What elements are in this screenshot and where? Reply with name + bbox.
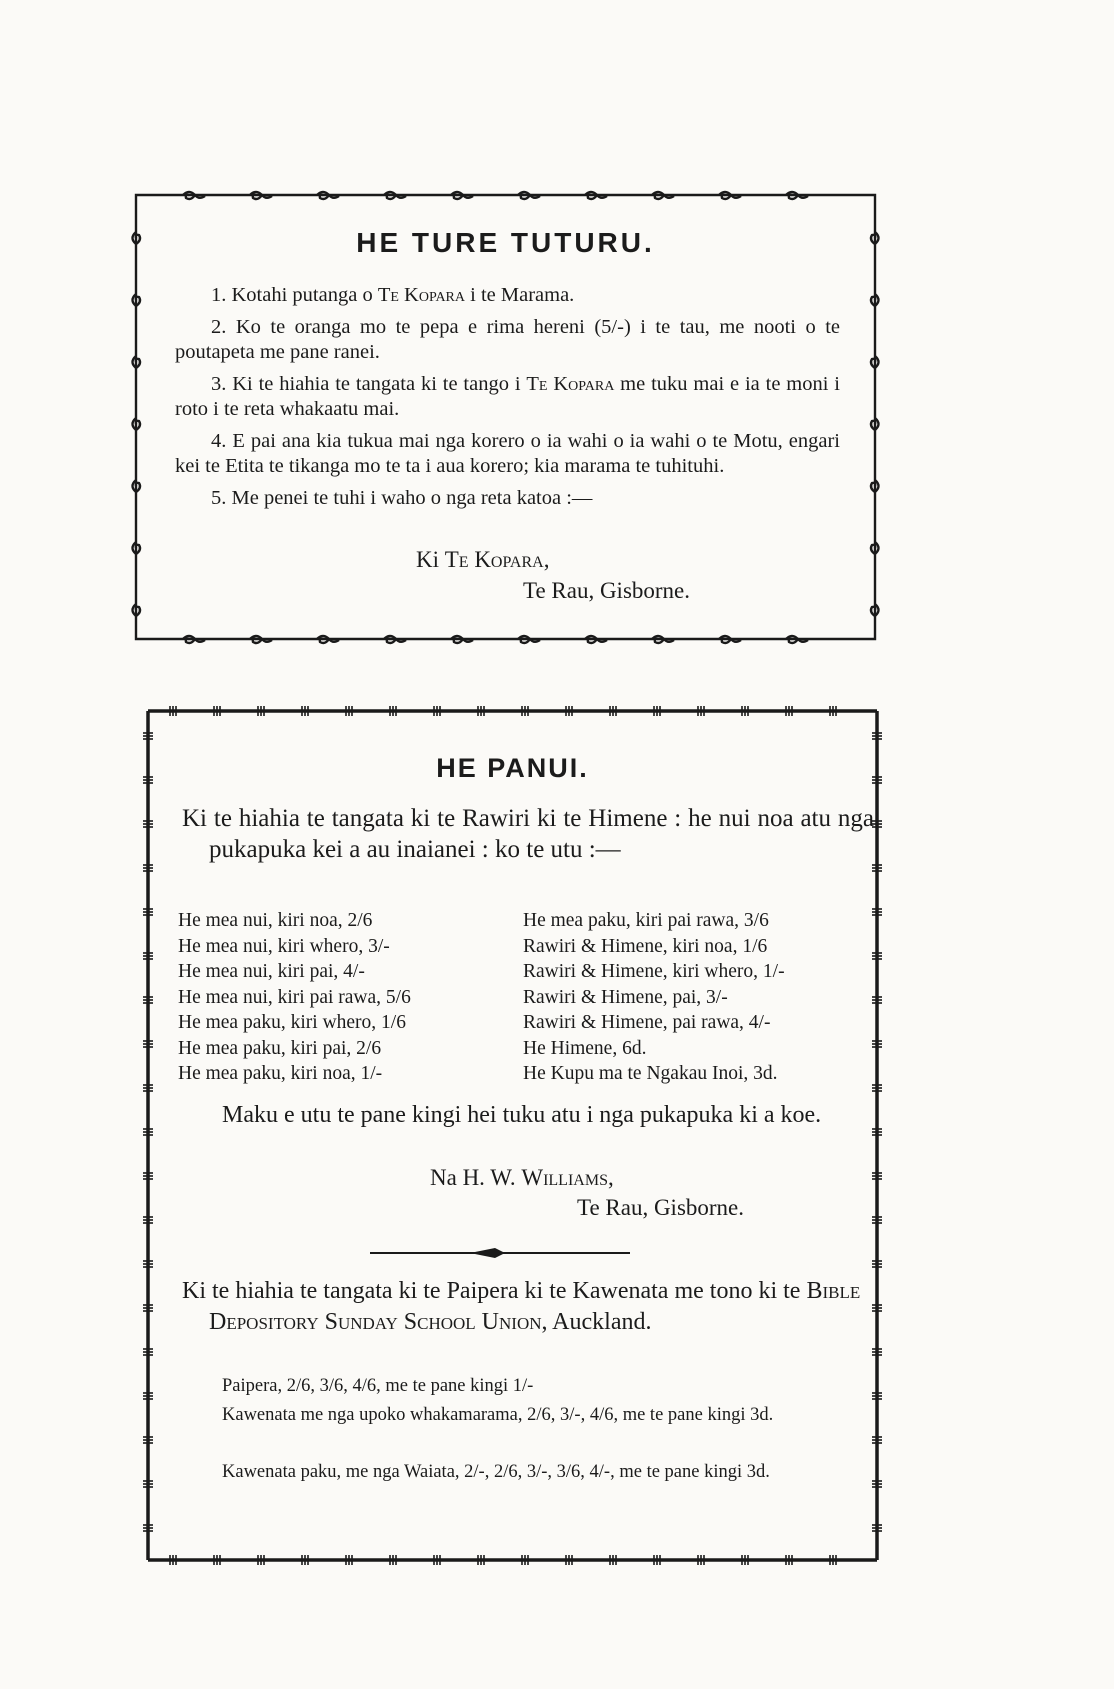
rule-5: 5. Me penei te tuhi i waho o nga reta katoa :—: [211, 487, 593, 509]
rules-notice-box: [128, 187, 883, 647]
price-item: He mea paku, kiri whero, 1/6: [178, 1012, 406, 1033]
price-list-left: [178, 908, 411, 1087]
rule-3: 3. Ki te hiahia te tangata ki te tango i Te Kopara me tuku mai e ia te moni i roto i te reta whakaatu mai.: [175, 373, 840, 420]
price-item: He mea paku, kiri noa, 1/-: [178, 1063, 383, 1084]
price-item: Rawiri & Himene, pai rawa, 4/-: [523, 1012, 771, 1033]
panui-intro: Ki te hiahia te tangata ki te Rawiri ki te Himene : he nui noa atu nga pukapuka kei a au inaianei : ko te utu :—: [182, 805, 874, 863]
rule-number: 4.: [211, 430, 227, 452]
price-item: He mea paku, kiri pai rawa, 3/6: [523, 910, 769, 931]
postage-note: Maku e utu te pane kingi hei tuku atu i nga pukapuka ki a koe.: [222, 1102, 822, 1128]
panui-title: HE PANUI.: [436, 753, 589, 783]
price-item: He Himene, 6d.: [523, 1037, 647, 1059]
price-item: He mea paku, kiri pai, 2/6: [178, 1037, 382, 1059]
price-item: Rawiri & Himene, kiri noa, 1/6: [523, 935, 768, 957]
price-item: Rawiri & Himene, kiri whero, 1/-: [523, 961, 785, 982]
price-item: He mea nui, kiri whero, 3/-: [178, 935, 390, 957]
rule-4: 4. E pai ana kia tukua mai nga korero o ia wahi o ia wahi o te Motu, engari kei te Etita te tikanga mo te ta i aua korero; kia marama te tuhituhi.: [175, 430, 841, 477]
address-line-1: Ki Te Kopara,: [416, 547, 550, 572]
price-list-right: [523, 908, 785, 1087]
bible-intro: Ki te hiahia te tangata ki te Paipera ki te Kawenata me tono ki te Bible Depository Sunday School Union, Auckland.: [182, 1278, 861, 1335]
panui-box: [140, 703, 885, 1568]
signature-name: Na H. W. Williams,: [430, 1165, 614, 1190]
bible-price-2: Kawenata me nga upoko whakamarama, 2/6, 3/-, 4/6, me te pane kingi 3d.: [222, 1405, 774, 1425]
rule-number: 5.: [211, 487, 227, 509]
bible-price-1: Paipera, 2/6, 3/6, 4/6, me te pane kingi 1/-: [222, 1376, 534, 1396]
bible-price-3: Kawenata paku, me nga Waiata, 2/-, 2/6, 3/-, 3/6, 4/-, me te pane kingi 3d.: [222, 1462, 770, 1482]
price-item: He mea nui, kiri pai, 4/-: [178, 961, 365, 982]
rules-list: [175, 283, 840, 518]
notice-title: HE TURE TUTURU.: [356, 227, 655, 258]
rule-number: 3.: [211, 373, 227, 395]
price-item: He mea nui, kiri noa, 2/6: [178, 910, 373, 931]
price-item: He Kupu ma te Ngakau Inoi, 3d.: [523, 1063, 778, 1084]
signature-place: Te Rau, Gisborne.: [577, 1195, 745, 1220]
address-line-2: Te Rau, Gisborne.: [523, 578, 691, 603]
rule-number: 2.: [211, 316, 227, 338]
rule-2: 2. Ko te oranga mo te pepa e rima hereni (5/-) i te tau, me nooti o te poutapeta me pane ranei.: [175, 316, 841, 363]
ornament-divider: [370, 1245, 630, 1261]
rule-number: 1.: [211, 284, 227, 306]
price-item: He mea nui, kiri pai rawa, 5/6: [178, 986, 411, 1008]
price-item: Rawiri & Himene, pai, 3/-: [523, 986, 728, 1008]
rule-1: 1. Kotahi putanga o Te Kopara i te Marama.: [211, 284, 575, 306]
